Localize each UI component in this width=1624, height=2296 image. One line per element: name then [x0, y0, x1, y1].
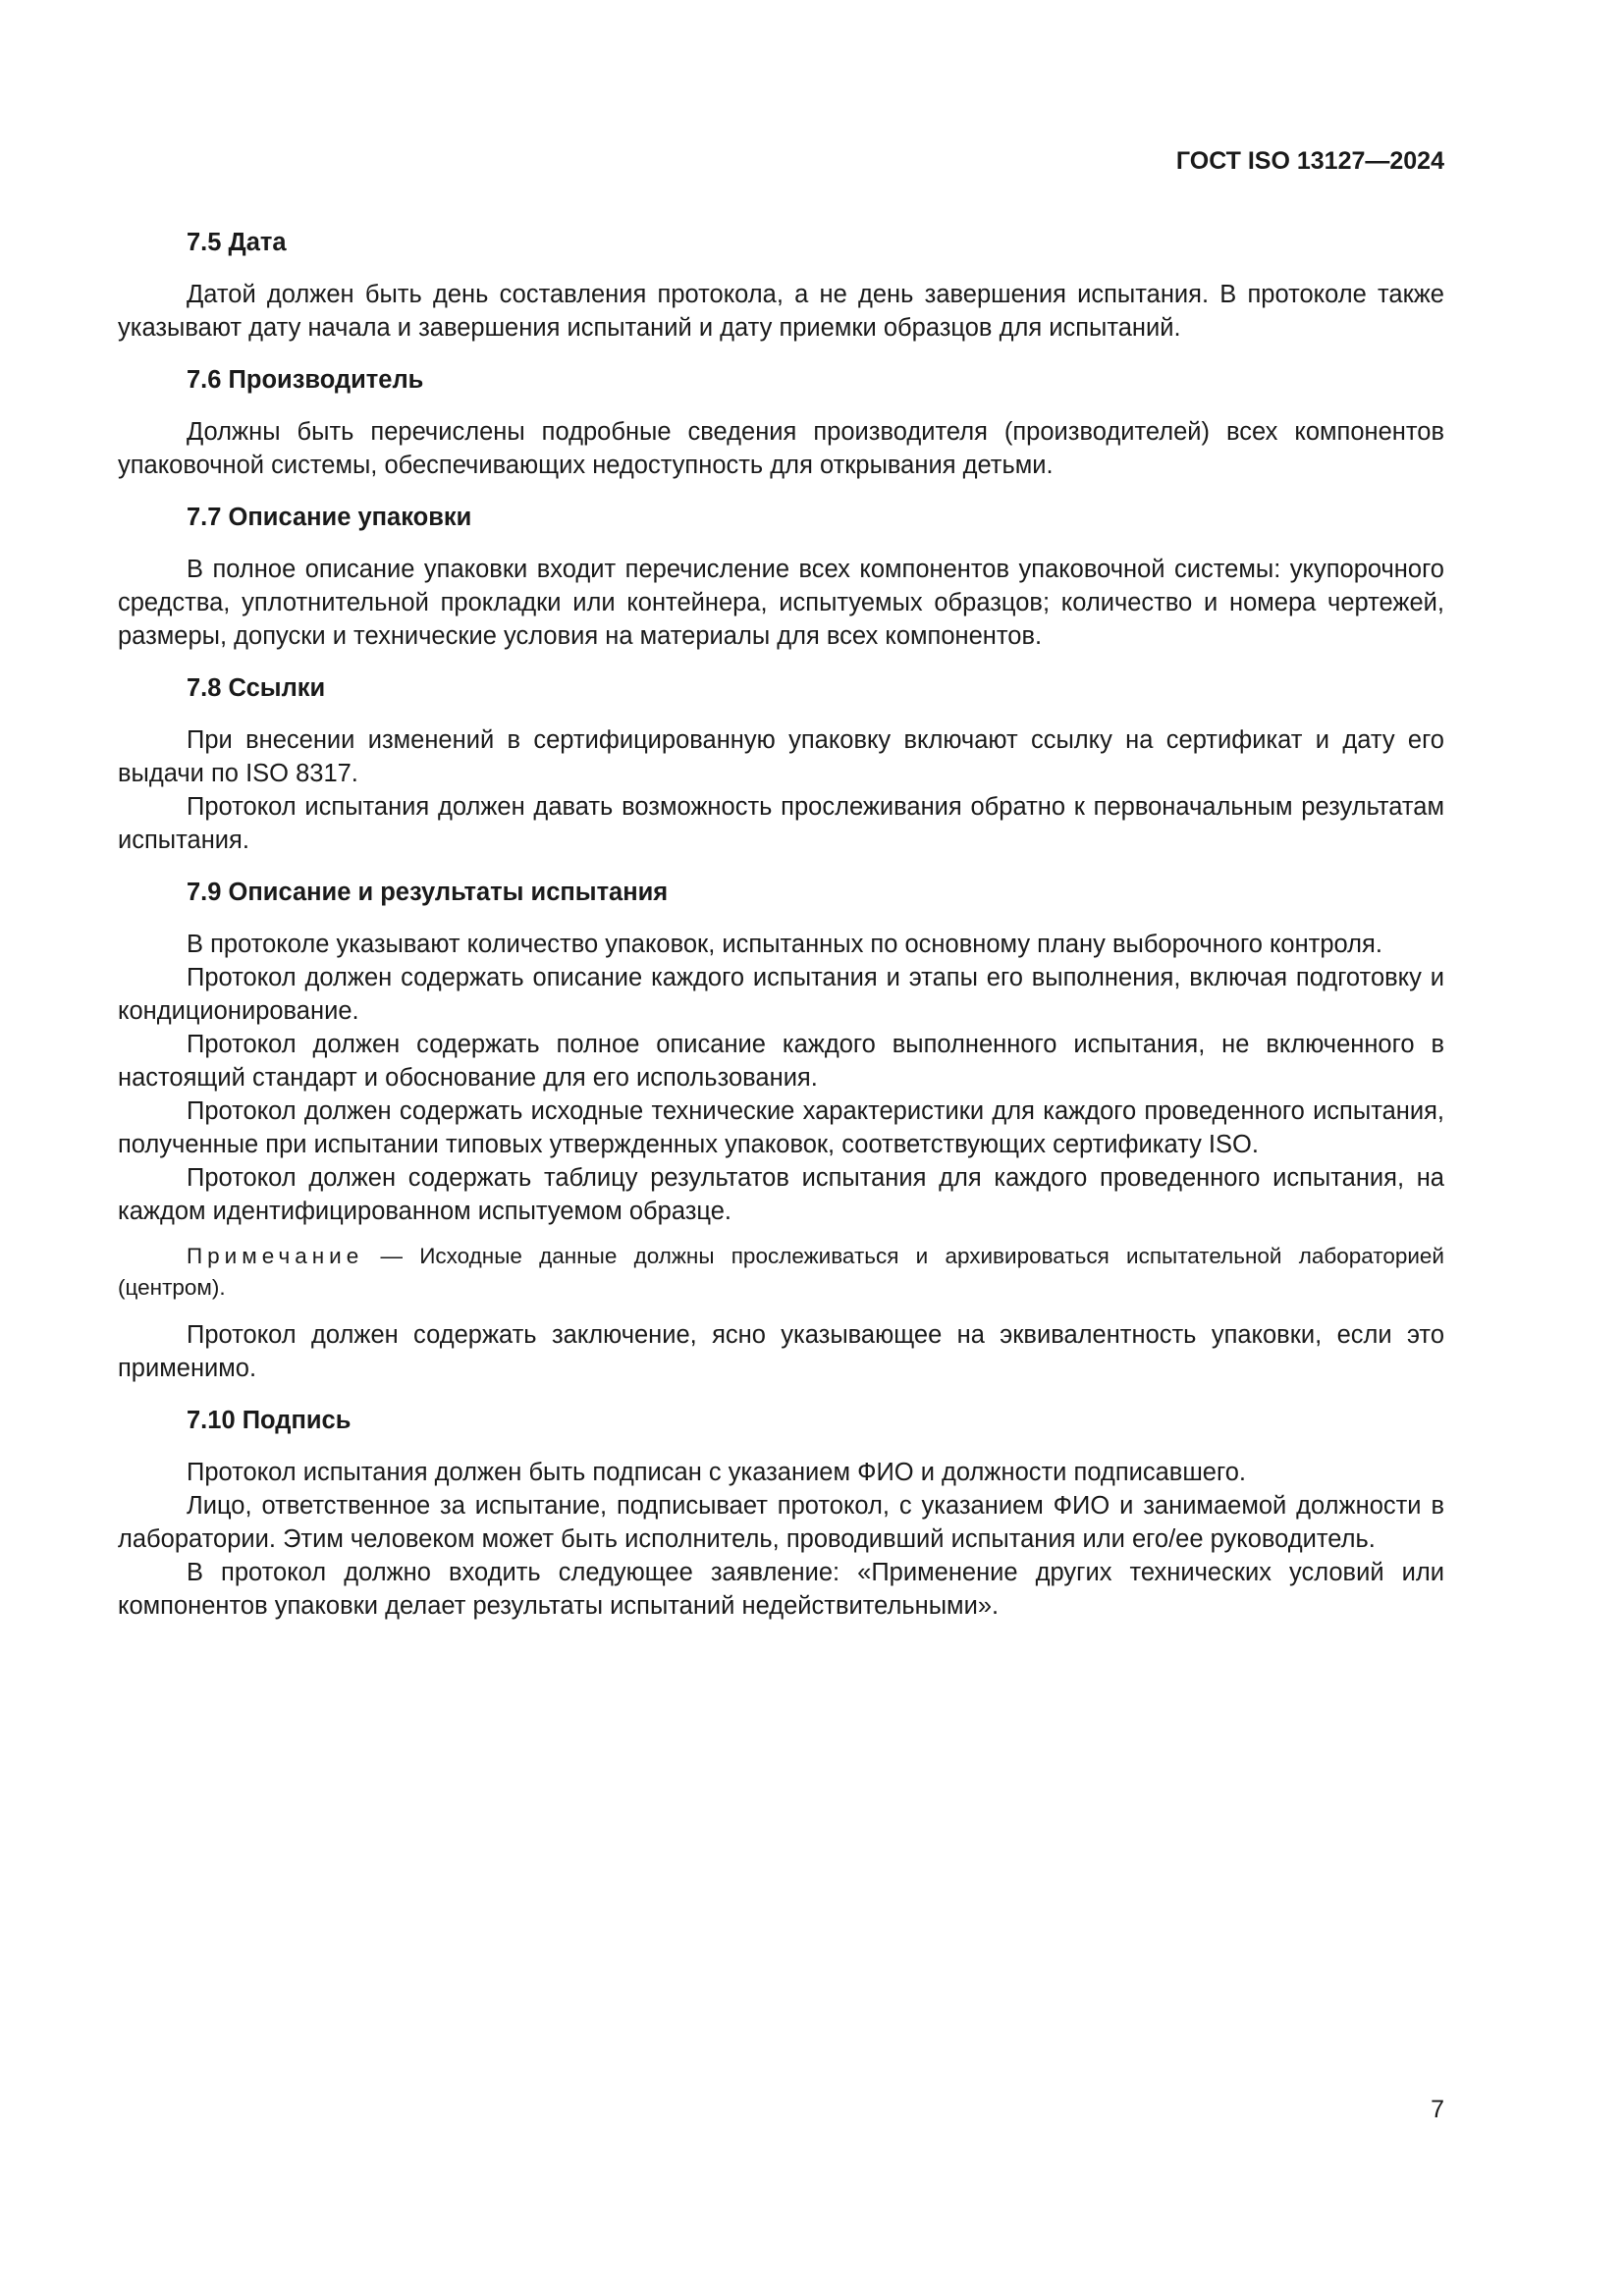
section-heading: 7.5 Дата	[187, 229, 287, 256]
paragraph: В протокол должно входить следующее заявление: «Применение других технических условий или компонентов упаковки делает результаты испытаний недействительными».	[118, 1559, 1444, 1620]
section-heading: 7.8 Ссылки	[187, 674, 326, 702]
section-7-6	[118, 365, 1444, 482]
paragraph: Лицо, ответственное за испытание, подписывает протокол, с указанием ФИО и занимаемой должности в лаборатории. Этим человеком может быть исполнитель, проводивший испытания или его/ее руководитель.	[118, 1492, 1444, 1553]
document-code: ГОСТ ISO 13127—2024	[1175, 147, 1444, 175]
document-body	[118, 228, 1444, 1623]
paragraph: Должны быть перечислены подробные сведения производителя (производителей) всех компонентов упаковочной системы, обеспечивающих недоступность для открывания детьми.	[118, 418, 1444, 479]
paragraph: Протокол испытания должен давать возможность прослеживания обратно к первоначальным результатам испытания.	[118, 793, 1444, 854]
paragraph: Протокол должен содержать описание каждого испытания и этапы его выполнения, включая подготовку и кондиционирование.	[118, 964, 1444, 1025]
paragraph: Протокол должен содержать полное описание каждого выполненного испытания, не включенного в настоящий стандарт и обоснование для его использования.	[118, 1031, 1444, 1092]
note-label: Примечание	[187, 1244, 364, 1268]
note	[118, 1241, 1444, 1304]
paragraph: Протокол испытания должен быть подписан с указанием ФИО и должности подписавшего.	[187, 1459, 1246, 1486]
note-dash: —	[363, 1244, 420, 1268]
section-7-7	[118, 503, 1444, 653]
section-7-9	[118, 878, 1444, 1385]
paragraph: Протокол должен содержать таблицу результатов испытания для каждого проведенного испытания, на каждом идентифицированном испытуемом образце.	[118, 1164, 1444, 1225]
section-7-8	[118, 673, 1444, 857]
paragraph: В протоколе указывают количество упаковок, испытанных по основному плану выборочного контроля.	[187, 931, 1382, 958]
page-number: 7	[1431, 2096, 1444, 2123]
section-7-5	[118, 228, 1444, 345]
section-heading: 7.9 Описание и результаты испытания	[187, 879, 669, 906]
paragraph: Протокол должен содержать исходные технические характеристики для каждого проведенного испытания, полученные при испытании типовых утвержденных упаковок, соответствующих сертификату ISO.	[118, 1097, 1444, 1158]
section-7-10	[118, 1406, 1444, 1623]
section-heading: 7.6 Производитель	[187, 366, 424, 394]
paragraph: В полное описание упаковки входит перечисление всех компонентов упаковочной системы: укупорочного средства, уплотнительной прокладки или контейнера, испытуемых образцов; количество и номера чертежей, размеры, допуски и технические условия на материалы для всех компонентов.	[118, 556, 1444, 650]
note-text: Исходные данные должны прослеживаться и архивироваться испытательной лабораторией (центром).	[118, 1244, 1444, 1300]
section-heading: 7.7 Описание упаковки	[187, 504, 472, 531]
paragraph: Протокол должен содержать заключение, ясно указывающее на эквивалентность упаковки, если это применимо.	[118, 1321, 1444, 1382]
paragraph: При внесении изменений в сертифицированную упаковку включают ссылку на сертификат и дату его выдачи по ISO 8317.	[118, 726, 1444, 787]
paragraph: Датой должен быть день составления протокола, а не день завершения испытания. В протоколе также указывают дату начала и завершения испытаний и дату приемки образцов для испытаний.	[118, 281, 1444, 342]
section-heading: 7.10 Подпись	[187, 1407, 352, 1434]
